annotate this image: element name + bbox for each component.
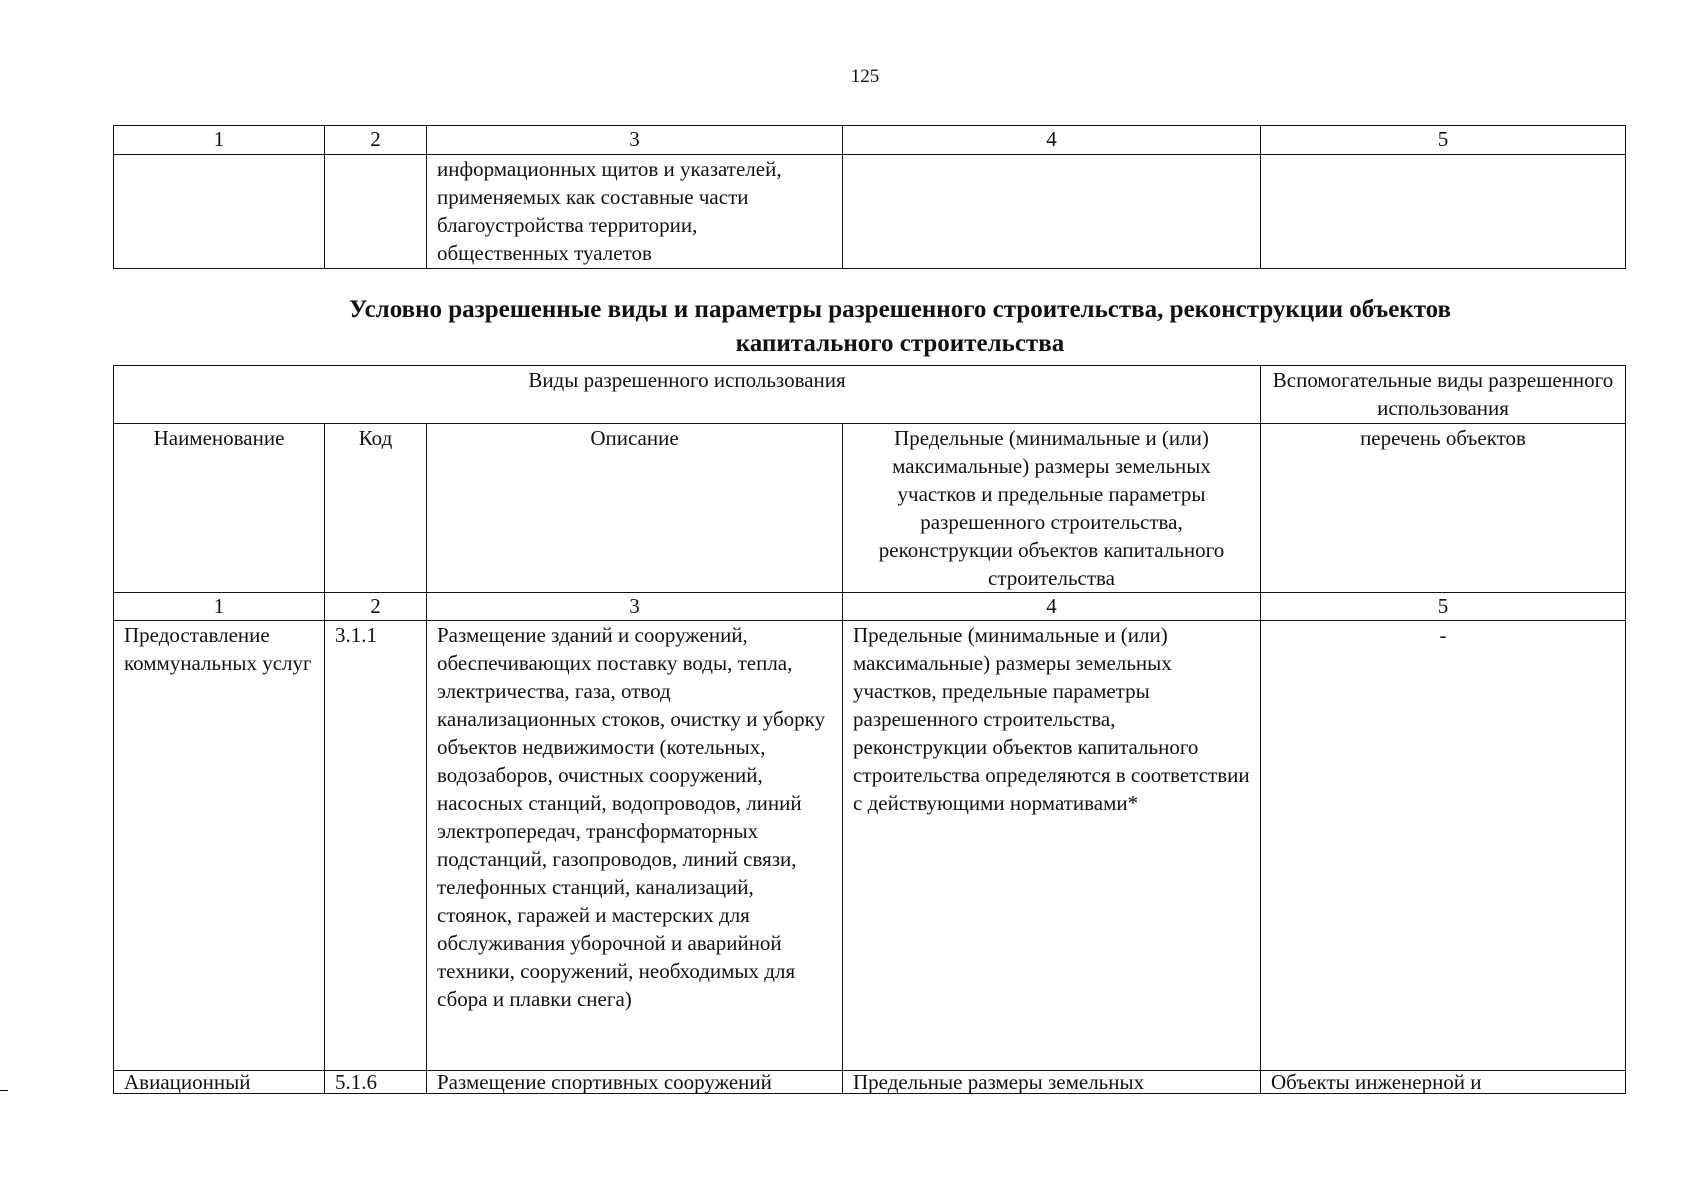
cell-name: Предоставление коммунальных услуг (114, 621, 325, 1071)
group-header: Виды разрешенного использования (114, 366, 1261, 424)
cell-auxiliary (1261, 155, 1626, 269)
column-number: 5 (1261, 126, 1626, 155)
cell-description: Размещение спортивных сооружений (427, 1071, 843, 1094)
cell-name (114, 155, 325, 269)
header-parameters: Предельные (минимальные и (или) максимальные) размеры земельных участков и предельные параметры разрешенного строительства, реконструкции объектов капитального строительства (843, 424, 1261, 593)
header-description: Описание (427, 424, 843, 593)
column-number: 3 (427, 593, 843, 621)
header-objects: перечень объектов (1261, 424, 1626, 593)
cell-objects: - (1261, 621, 1626, 1071)
cell-code (325, 155, 427, 269)
margin-mark (0, 1090, 8, 1091)
column-number: 4 (843, 126, 1261, 155)
column-number-row (114, 593, 1626, 621)
cell-description: Размещение зданий и сооружений, обеспечивающих поставку воды, тепла, электричества, газа, отвод канализационных стоков, очистку и уборку объектов недвижимости (котельных, водозаборов, очистных сооружений, насосных станций, водопроводов, линий электропередач, трансформаторных подстанций, газопроводов, линий связи, телефонных станций, канализаций, стоянок, гаражей и мастерских для обслуживания уборочной и аварийной техники, сооружений, необходимых для сбора и плавки снега) (427, 621, 843, 1071)
section-title-line2: капитального строительства (735, 330, 1065, 357)
column-number-row (114, 126, 1626, 155)
column-number: 2 (325, 126, 427, 155)
auxiliary-header: Вспомогательные виды разрешенного использования (1261, 366, 1626, 424)
continued-table (113, 125, 1626, 269)
column-header-row (114, 424, 1626, 593)
cell-parameters: Предельные (минимальные и (или) максимальные) размеры земельных участков, предельные параметры разрешенного строительства, реконструкции объектов капитального строительства определяются в соответствии с действующими нормативами* (843, 621, 1261, 1071)
section-title-line1: Условно разрешенные виды и параметры разрешенного строительства, реконструкции объектов (348, 296, 1452, 323)
group-header-row (114, 366, 1626, 424)
column-number: 2 (325, 593, 427, 621)
column-number: 1 (114, 593, 325, 621)
cell-name: Авиационный (114, 1071, 325, 1094)
cell-objects: Объекты инженерной и (1261, 1071, 1626, 1094)
column-number: 3 (427, 126, 843, 155)
column-number: 4 (843, 593, 1261, 621)
column-number: 5 (1261, 593, 1626, 621)
cell-parameters: Предельные размеры земельных (843, 1071, 1261, 1094)
table-row (114, 155, 1626, 269)
cell-description: информационных щитов и указателей, применяемых как составные части благоустройства территории, общественных туалетов (427, 155, 843, 269)
page-number: 125 (850, 66, 880, 87)
cell-code: 5.1.6 (325, 1071, 427, 1094)
table-row (114, 1071, 1626, 1094)
header-name: Наименование (114, 424, 325, 593)
main-table (113, 365, 1626, 1094)
column-number: 1 (114, 126, 325, 155)
cell-parameters (843, 155, 1261, 269)
cell-code: 3.1.1 (325, 621, 427, 1071)
section-title (230, 293, 1570, 361)
header-code: Код (325, 424, 427, 593)
table-row (114, 621, 1626, 1071)
